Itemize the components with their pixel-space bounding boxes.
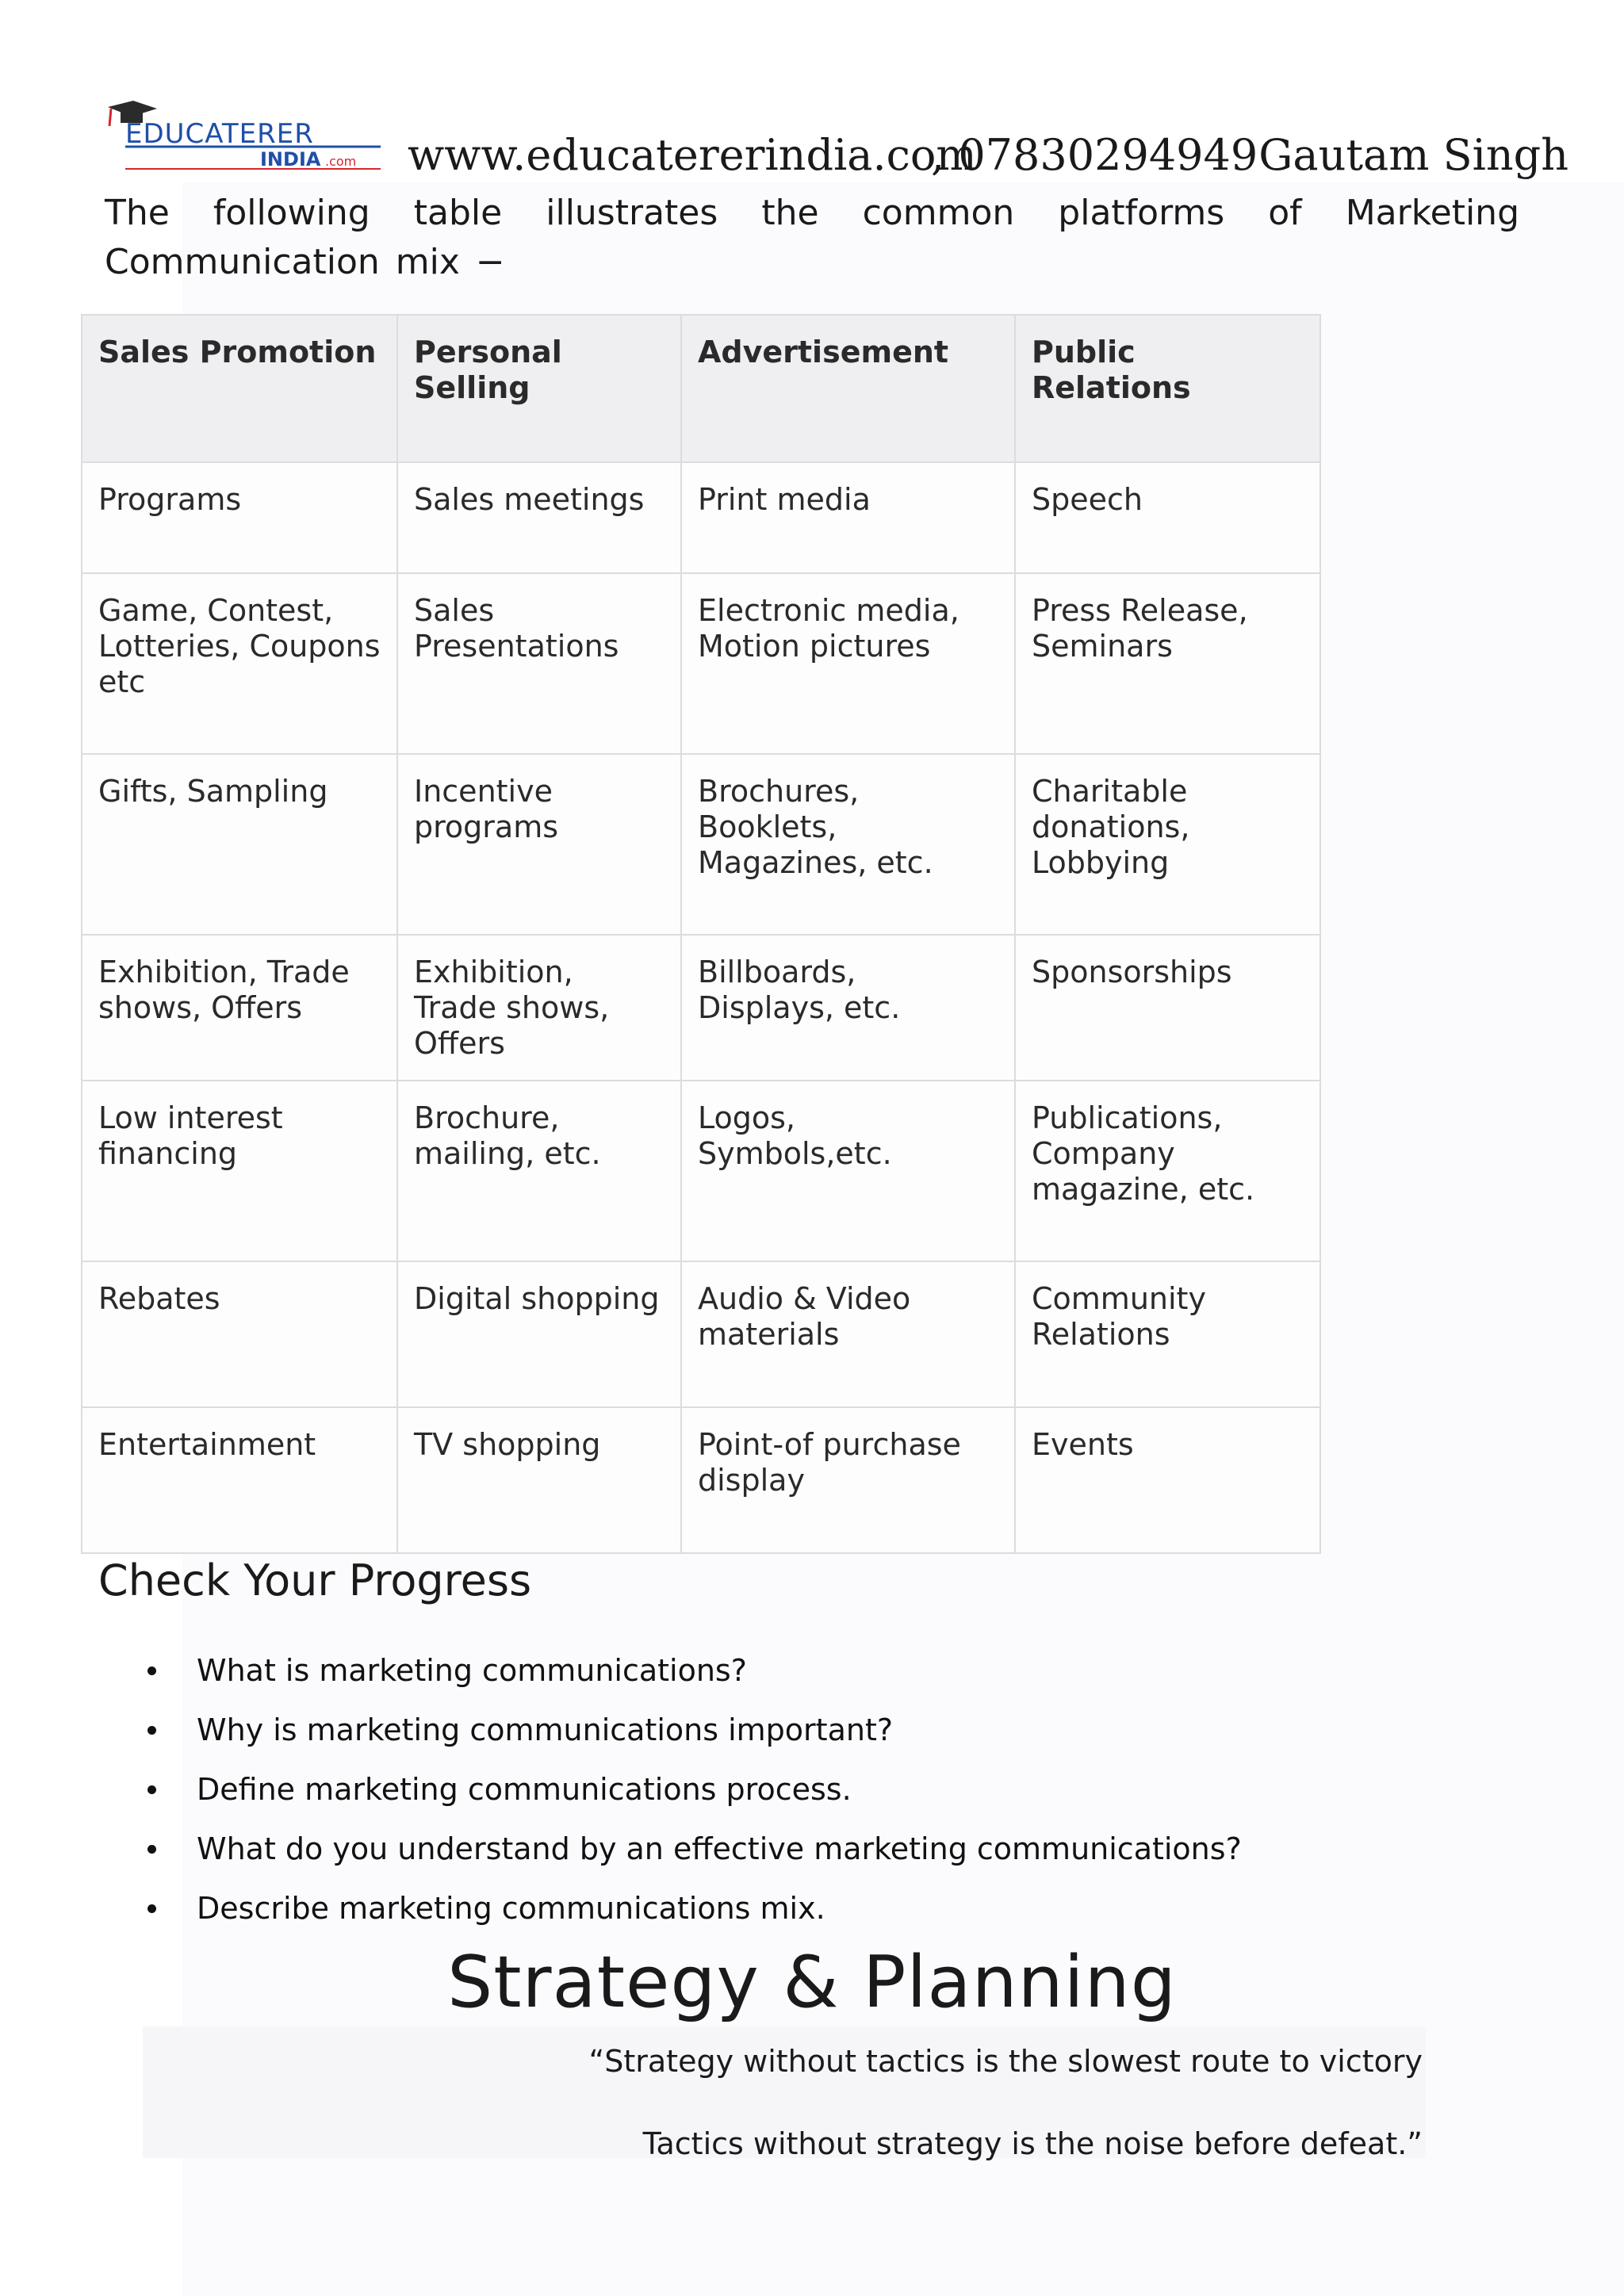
table-cell: Incentive programs bbox=[397, 754, 681, 935]
logo-text-top: EDUCATERER bbox=[125, 118, 314, 150]
list-item: Why is marketing communications important? bbox=[102, 1713, 1242, 1773]
table-cell: Low interest financing bbox=[82, 1081, 397, 1261]
table-cell: Brochure, mailing, etc. bbox=[397, 1081, 681, 1261]
table-cell: Audio & Video materials bbox=[681, 1261, 1015, 1407]
table-header-cell: Advertisement bbox=[681, 315, 1015, 462]
table-row bbox=[82, 1081, 1320, 1261]
table-cell: Press Release, Seminars bbox=[1015, 573, 1320, 754]
quote-line-2: Tactics without strategy is the noise before defeat.” bbox=[642, 2126, 1423, 2161]
table-header-row bbox=[82, 315, 1320, 462]
progress-heading: Check Your Progress bbox=[98, 1556, 532, 1605]
table-cell: Sponsorships bbox=[1015, 935, 1320, 1081]
table-row bbox=[82, 935, 1320, 1081]
table-cell: Programs bbox=[82, 462, 397, 573]
table-cell: Point-of purchase display bbox=[681, 1407, 1015, 1553]
table-header-cell: Personal Selling bbox=[397, 315, 681, 462]
list-item: What do you understand by an effective marketing communications? bbox=[102, 1832, 1242, 1892]
table-cell: Sales Presentations bbox=[397, 573, 681, 754]
quote-line-1: “Strategy without tactics is the slowest route to victory bbox=[588, 2044, 1423, 2079]
header-website[interactable]: www.educatererindia.com bbox=[408, 130, 977, 180]
table-cell: Game, Contest, Lotteries, Coupons etc bbox=[82, 573, 397, 754]
logo-text-bottom: INDIA bbox=[260, 148, 321, 170]
list-item: Define marketing communications process. bbox=[102, 1773, 1242, 1832]
section-heading: Strategy & Planning bbox=[447, 1941, 1177, 2024]
list-item: What is marketing communications? bbox=[102, 1654, 1242, 1713]
table-cell: Print media bbox=[681, 462, 1015, 573]
table-row bbox=[82, 754, 1320, 935]
table-cell: Publications, Company magazine, etc. bbox=[1015, 1081, 1320, 1261]
header-phone: , 07830294949 bbox=[931, 130, 1258, 180]
table-cell: Digital shopping bbox=[397, 1261, 681, 1407]
table-header-cell: Public Relations bbox=[1015, 315, 1320, 462]
table-cell: Exhibition, Trade shows, Offers bbox=[397, 935, 681, 1081]
table-cell: Sales meetings bbox=[397, 462, 681, 573]
table-cell: Exhibition, Trade shows, Offers bbox=[82, 935, 397, 1081]
table-cell: Electronic media, Motion pictures bbox=[681, 573, 1015, 754]
table-cell: Entertainment bbox=[82, 1407, 397, 1553]
intro-paragraph: The following table illustrates the common platforms of Marketing Communication mix − bbox=[105, 193, 1519, 282]
table-cell: Gifts, Sampling bbox=[82, 754, 397, 935]
table-cell: Charitable donations, Lobbying bbox=[1015, 754, 1320, 935]
table-cell: Rebates bbox=[82, 1261, 397, 1407]
table-cell: Community Relations bbox=[1015, 1261, 1320, 1407]
table-row bbox=[82, 573, 1320, 754]
table-cell: Logos, Symbols,etc. bbox=[681, 1081, 1015, 1261]
table-row bbox=[82, 1261, 1320, 1407]
table-cell: Brochures, Booklets, Magazines, etc. bbox=[681, 754, 1015, 935]
progress-question-list bbox=[102, 1654, 1242, 1951]
table-cell: TV shopping bbox=[397, 1407, 681, 1553]
table-row bbox=[82, 1407, 1320, 1553]
table-row bbox=[82, 462, 1320, 573]
table-header-cell: Sales Promotion bbox=[82, 315, 397, 462]
list-item: Describe marketing communications mix. bbox=[102, 1892, 1242, 1951]
header-author: Gautam Singh bbox=[1258, 130, 1568, 180]
logo-text-suffix: .com bbox=[325, 154, 357, 169]
table-cell: Speech bbox=[1015, 462, 1320, 573]
educaterer-logo bbox=[102, 99, 381, 172]
table-cell: Events bbox=[1015, 1407, 1320, 1553]
marketing-mix-table bbox=[81, 314, 1321, 1554]
table-cell: Billboards, Displays, etc. bbox=[681, 935, 1015, 1081]
